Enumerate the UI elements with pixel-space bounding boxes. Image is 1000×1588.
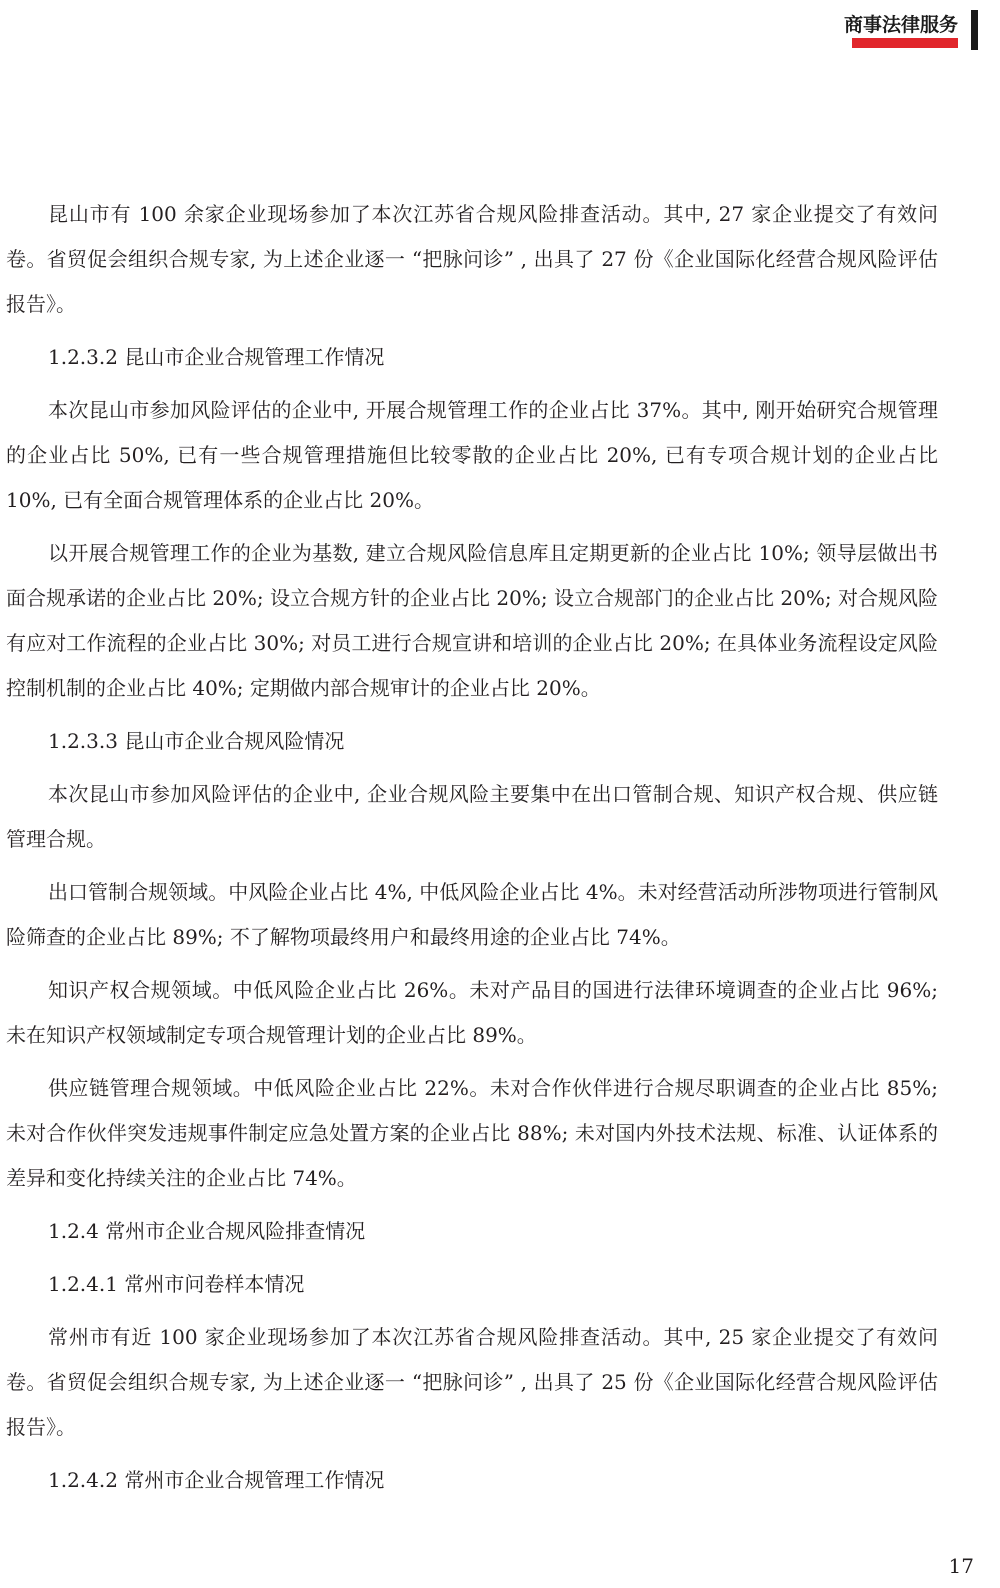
section-heading: 1.2.4.2 常州市企业合规管理工作情况 <box>48 1468 385 1492</box>
page-header <box>843 8 978 52</box>
paragraph: 常州市有近 100 家企业现场参加了本次江苏省合规风险排查活动。其中, 25 家企业提交了有效问卷。省贸促会组织合规专家, 为上述企业逐一 “把脉问诊” , 出具了 25 份《企业国际化经营合规风险评估报告》。 <box>6 1325 938 1439</box>
section-heading: 1.2.3.3 昆山市企业合规风险情况 <box>48 729 345 753</box>
section-heading: 1.2.3.2 昆山市企业合规管理工作情况 <box>48 345 385 369</box>
paragraph: 知识产权合规领域。中低风险企业占比 26%。未对产品目的国进行法律环境调查的企业占比 96%; 未在知识产权领域制定专项合规管理计划的企业占比 89%。 <box>6 978 938 1047</box>
header-red-bar <box>852 38 958 48</box>
paragraph: 以开展合规管理工作的企业为基数, 建立合规风险信息库且定期更新的企业占比 10%; 领导层做出书面合规承诺的企业占比 20%; 设立合规方针的企业占比 20%; 设立合规部门的企业占比 20%; 对合规风险有应对工作流程的企业占比 30%; 对员工进行合规宣讲和培训的企业占比 20%; 在具体业务流程设定风险控制机制的企业占比 40%; 定期做内部合规审计的企业占比 20%。 <box>6 541 938 700</box>
paragraph: 供应链管理合规领域。中低风险企业占比 22%。未对合作伙伴进行合规尽职调查的企业占比 85%; 未对合作伙伴突发违规事件制定应急处置方案的企业占比 88%; 未对国内外技术法规、标准、认证体系的差异和变化持续关注的企业占比 74%。 <box>6 1076 938 1190</box>
header-title: 商事法律服务 <box>843 14 958 36</box>
section-heading: 1.2.4.1 常州市问卷样本情况 <box>48 1272 305 1296</box>
paragraph: 本次昆山市参加风险评估的企业中, 企业合规风险主要集中在出口管制合规、知识产权合规、供应链管理合规。 <box>6 782 938 851</box>
paragraph: 本次昆山市参加风险评估的企业中, 开展合规管理工作的企业占比 37%。其中, 刚开始研究合规管理的企业占比 50%, 已有一些合规管理措施但比较零散的企业占比 20%, 已有专项合规计划的企业占比 10%, 已有全面合规管理体系的企业占比 20%。 <box>6 398 938 512</box>
paragraph: 昆山市有 100 余家企业现场参加了本次江苏省合规风险排查活动。其中, 27 家企业提交了有效问卷。省贸促会组织合规专家, 为上述企业逐一 “把脉问诊” , 出具了 27 份《企业国际化经营合规风险评估报告》。 <box>6 202 938 316</box>
section-heading: 1.2.4 常州市企业合规风险排查情况 <box>48 1219 366 1243</box>
header-vertical-bar <box>971 10 978 50</box>
paragraph: 出口管制合规领域。中风险企业占比 4%, 中低风险企业占比 4%。未对经营活动所涉物项进行管制风险筛查的企业占比 89%; 不了解物项最终用户和最终用途的企业占比 74%。 <box>6 880 938 949</box>
body-text <box>6 192 938 1511</box>
page-number: 17 <box>948 1554 974 1578</box>
